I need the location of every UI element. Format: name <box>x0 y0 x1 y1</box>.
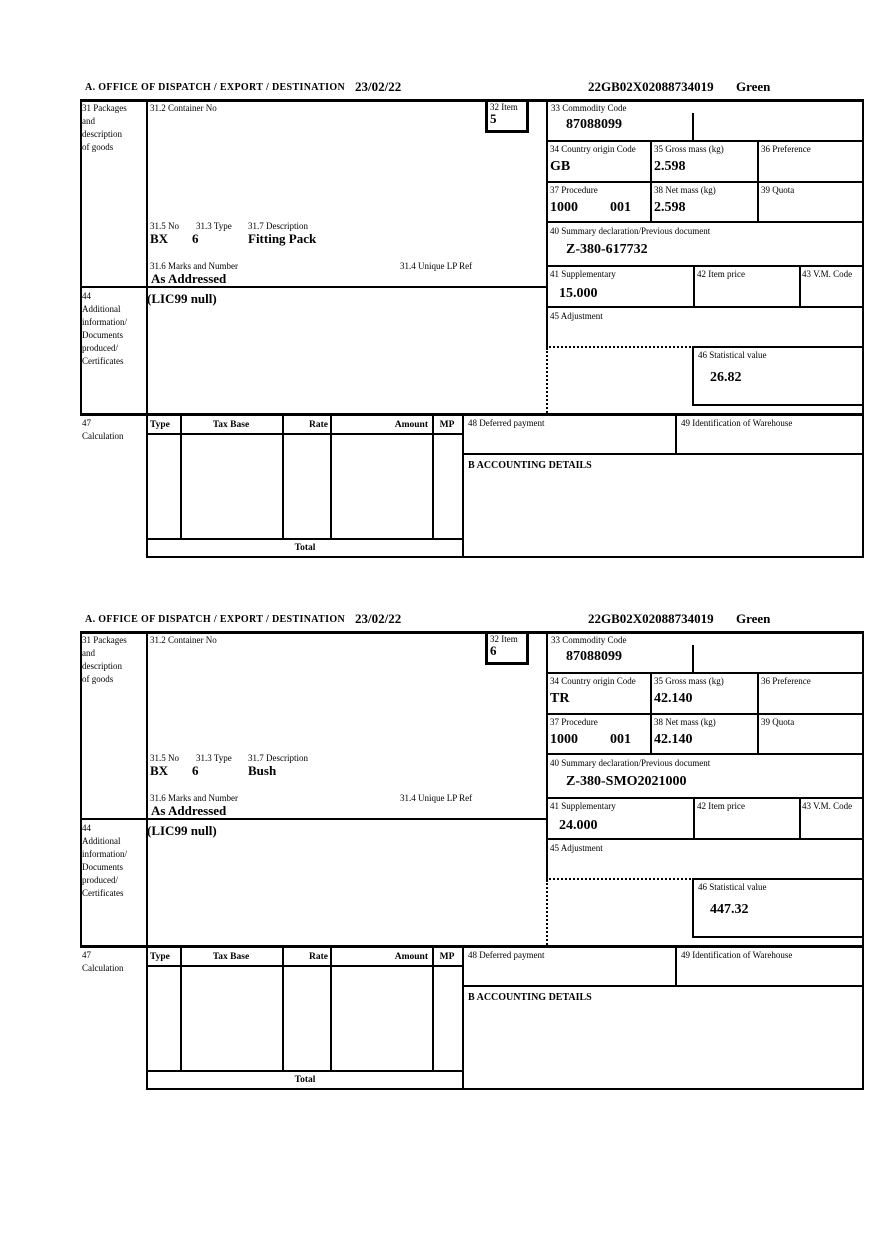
dotted-vertical-line <box>546 880 548 945</box>
gross-mass-value: 2.598 <box>654 159 686 174</box>
procedure-label: 37 Procedure <box>550 717 598 727</box>
box44-label: produced/ <box>82 875 118 885</box>
box37-row-line <box>546 221 864 223</box>
marks-number-label: 31.6 Marks and Number <box>150 793 238 803</box>
statistical-value-label: 46 Statistical value <box>698 882 767 892</box>
box44-label: Documents <box>82 330 123 340</box>
section-bottom-line <box>146 1088 864 1090</box>
procedure-extra-value: 001 <box>610 200 631 215</box>
box41-42-divider <box>693 265 695 308</box>
dotted-vertical-line <box>546 348 548 413</box>
box33-bottom-line <box>546 140 864 142</box>
procedure-value: 1000 <box>550 732 578 747</box>
item-price-label: 42 Item price <box>697 269 745 279</box>
box31-label: and <box>82 648 95 658</box>
package-type-value: 6 <box>192 763 199 778</box>
statistical-value: 447.32 <box>710 902 749 917</box>
box44-top-line <box>80 818 548 820</box>
country-origin-value: GB <box>550 159 571 174</box>
box31-label: description <box>82 129 122 139</box>
warehouse-id-label: 49 Identification of Warehouse <box>681 418 793 428</box>
box42-43-divider <box>799 265 801 308</box>
calc-table-right-border <box>462 948 464 1090</box>
box47-label: Calculation <box>82 431 124 441</box>
calc-type-header: Type <box>150 952 170 962</box>
form-section-2 <box>80 611 864 1094</box>
outer-top-border <box>80 631 864 634</box>
warehouse-id-label: 49 Identification of Warehouse <box>681 950 793 960</box>
box37-row-line <box>546 753 864 755</box>
box44-label: produced/ <box>82 343 118 353</box>
vm-code-label: 43 V.M. Code <box>802 269 853 279</box>
routing-status: Green <box>736 79 771 94</box>
supplementary-label: 41 Supplementary <box>550 269 616 279</box>
office-of-dispatch-title: A. OFFICE OF DISPATCH / EXPORT / DESTINATION <box>85 614 346 625</box>
package-no-label: 31.5 No <box>150 753 179 763</box>
commodity-code-value: 87088099 <box>566 649 622 664</box>
box40-row-line <box>546 797 864 799</box>
package-type-value: 6 <box>192 231 199 246</box>
box47-top-border <box>80 413 864 416</box>
box31-label: of goods <box>82 142 114 152</box>
previous-document-label: 40 Summary declaration/Previous document <box>550 226 711 236</box>
item-number-box <box>485 102 529 133</box>
box44-label: Certificates <box>82 356 124 366</box>
previous-document-value: Z-380-617732 <box>566 242 648 257</box>
procedure-label: 37 Procedure <box>550 185 598 195</box>
marks-number-label: 31.6 Marks and Number <box>150 261 238 271</box>
description-label: 31.7 Description <box>248 753 308 763</box>
previous-document-value: Z-380-SMO2021000 <box>566 774 687 789</box>
calc-table-bottom-line <box>146 1070 464 1072</box>
deferred-payment-label: 48 Deferred payment <box>468 418 545 428</box>
box44-label: information/ <box>82 849 127 859</box>
statistical-value-label: 46 Statistical value <box>698 350 767 360</box>
preference-label: 36 Preference <box>761 144 811 154</box>
supplementary-label: 41 Supplementary <box>550 801 616 811</box>
box31-label: 31 Packages <box>82 103 127 113</box>
net-mass-value: 2.598 <box>654 200 686 215</box>
box44-label: 44 <box>82 823 91 833</box>
center-divider <box>546 99 548 348</box>
procedure-extra-value: 001 <box>610 732 631 747</box>
gross-mass-label: 35 Gross mass (kg) <box>654 676 724 686</box>
calc-header-bottom-line <box>146 965 464 967</box>
outer-right-border <box>862 631 864 1090</box>
net-mass-label: 38 Net mass (kg) <box>654 717 716 727</box>
office-of-dispatch-title: A. OFFICE OF DISPATCH / EXPORT / DESTINATION <box>85 82 346 93</box>
calc-tax-base-header: Tax Base <box>212 952 250 962</box>
item-number-label: 32 Item <box>490 102 518 112</box>
box44-top-line <box>80 286 548 288</box>
marks-number-value: As Addressed <box>151 803 227 818</box>
box40-row-line <box>546 265 864 267</box>
movement-reference-number: 22GB02X02088734019 <box>588 79 714 94</box>
commodity-code-label: 33 Commodity Code <box>551 103 627 113</box>
box44-label: 44 <box>82 291 91 301</box>
calc-header-bottom-line <box>146 433 464 435</box>
box35-36-divider <box>757 140 759 223</box>
box47-label: 47 <box>82 418 91 428</box>
unique-lp-ref-label: 31.4 Unique LP Ref <box>400 261 473 271</box>
box42-43-divider <box>799 797 801 840</box>
calc-rate-header: Rate <box>309 952 328 962</box>
adjustment-label: 45 Adjustment <box>550 843 603 853</box>
gross-mass-label: 35 Gross mass (kg) <box>654 144 724 154</box>
box44-label: information/ <box>82 317 127 327</box>
box44-label: Additional <box>82 836 121 846</box>
package-type-label: 31.3 Type <box>196 221 232 231</box>
country-origin-label: 34 Country origin Code <box>550 144 636 154</box>
box31-label: of goods <box>82 674 114 684</box>
box47-label: Calculation <box>82 963 124 973</box>
quota-label: 39 Quota <box>761 717 795 727</box>
calc-table-bottom-line <box>146 538 464 540</box>
item-number-value: 6 <box>490 643 497 658</box>
box41-row-line <box>546 838 864 840</box>
calc-type-header: Type <box>150 420 170 430</box>
label-column-divider <box>146 631 148 947</box>
statistical-value-box <box>692 346 862 406</box>
supplementary-value: 15.000 <box>559 286 598 301</box>
calc-rate-header: Rate <box>309 420 328 430</box>
package-no-label: 31.5 No <box>150 221 179 231</box>
item-number-label: 32 Item <box>490 634 518 644</box>
box31-label: 31 Packages <box>82 635 127 645</box>
item-price-label: 42 Item price <box>697 801 745 811</box>
additional-info-value: (LIC99 null) <box>147 823 217 838</box>
adjustment-label: 45 Adjustment <box>550 311 603 321</box>
routing-status: Green <box>736 611 771 626</box>
calc-mp-header: MP <box>439 952 455 962</box>
package-no-value: BX <box>150 231 169 246</box>
procedure-value: 1000 <box>550 200 578 215</box>
calc-table-right-border <box>462 416 464 558</box>
vm-code-label: 43 V.M. Code <box>802 801 853 811</box>
calc-total-label: Total <box>294 1075 316 1085</box>
section-bottom-line <box>146 556 864 558</box>
package-type-label: 31.3 Type <box>196 753 232 763</box>
box47-top-border <box>80 945 864 948</box>
accounting-details-label: B ACCOUNTING DETAILS <box>468 992 592 1003</box>
label-column-divider <box>146 99 148 415</box>
commodity-code-separator-line <box>692 645 694 672</box>
calc-mp-header: MP <box>439 420 455 430</box>
form-section-1 <box>80 79 864 562</box>
gross-mass-value: 42.140 <box>654 691 693 706</box>
dotted-horizontal-line <box>546 878 694 880</box>
box41-42-divider <box>693 797 695 840</box>
box35-36-divider <box>757 672 759 755</box>
box31-label: and <box>82 116 95 126</box>
goods-description-value: Fitting Pack <box>248 231 317 246</box>
container-no-label: 31.2 Container No <box>150 103 217 113</box>
commodity-code-label: 33 Commodity Code <box>551 635 627 645</box>
previous-document-label: 40 Summary declaration/Previous document <box>550 758 711 768</box>
package-no-value: BX <box>150 763 169 778</box>
outer-right-border <box>862 99 864 558</box>
supplementary-value: 24.000 <box>559 818 598 833</box>
box48-bottom-line <box>462 985 864 987</box>
calc-amount-header: Amount <box>394 952 428 962</box>
item-number-value: 5 <box>490 111 497 126</box>
box44-label: Certificates <box>82 888 124 898</box>
box47-label: 47 <box>82 950 91 960</box>
calc-total-label: Total <box>294 543 316 553</box>
box31-label: description <box>82 661 122 671</box>
preference-label: 36 Preference <box>761 676 811 686</box>
unique-lp-ref-label: 31.4 Unique LP Ref <box>400 793 473 803</box>
commodity-code-value: 87088099 <box>566 117 622 132</box>
country-origin-label: 34 Country origin Code <box>550 676 636 686</box>
country-origin-value: TR <box>550 691 570 706</box>
statistical-value-box <box>692 878 862 938</box>
box34-row-line <box>546 181 864 183</box>
box48-49-divider <box>675 416 677 453</box>
box34-row-line <box>546 713 864 715</box>
item-number-box <box>485 634 529 665</box>
box33-bottom-line <box>546 672 864 674</box>
statistical-value: 26.82 <box>710 370 742 385</box>
marks-number-value: As Addressed <box>151 271 227 286</box>
box44-label: Documents <box>82 862 123 872</box>
deferred-payment-label: 48 Deferred payment <box>468 950 545 960</box>
box34-35-divider <box>650 672 652 755</box>
dotted-horizontal-line <box>546 346 694 348</box>
commodity-code-separator-line <box>692 113 694 140</box>
accounting-details-label: B ACCOUNTING DETAILS <box>468 460 592 471</box>
container-no-label: 31.2 Container No <box>150 635 217 645</box>
box44-label: Additional <box>82 304 121 314</box>
goods-description-value: Bush <box>248 763 277 778</box>
box34-35-divider <box>650 140 652 223</box>
calc-tax-base-header: Tax Base <box>212 420 250 430</box>
center-divider <box>546 631 548 880</box>
description-label: 31.7 Description <box>248 221 308 231</box>
calc-amount-header: Amount <box>394 420 428 430</box>
declaration-date: 23/02/22 <box>355 611 402 626</box>
box41-row-line <box>546 306 864 308</box>
movement-reference-number: 22GB02X02088734019 <box>588 611 714 626</box>
additional-info-value: (LIC99 null) <box>147 291 217 306</box>
quota-label: 39 Quota <box>761 185 795 195</box>
box48-bottom-line <box>462 453 864 455</box>
declaration-date: 23/02/22 <box>355 79 402 94</box>
net-mass-value: 42.140 <box>654 732 693 747</box>
net-mass-label: 38 Net mass (kg) <box>654 185 716 195</box>
box48-49-divider <box>675 948 677 985</box>
calc-table-left-border <box>146 948 148 1090</box>
calc-table-left-border <box>146 416 148 558</box>
outer-top-border <box>80 99 864 102</box>
